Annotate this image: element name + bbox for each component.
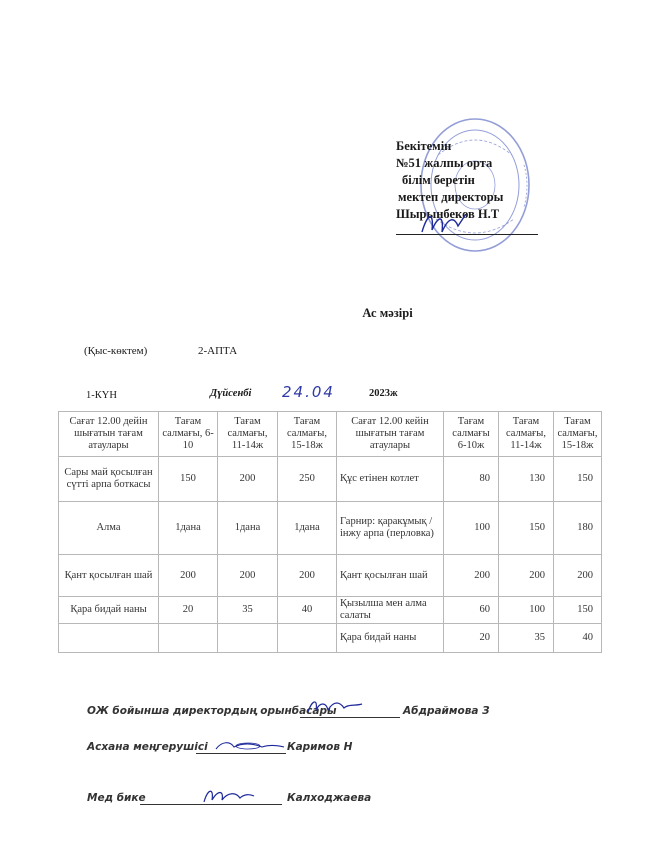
table-cell — [59, 624, 159, 653]
table-cell: 100 — [444, 502, 499, 555]
deputy-name: Абдраймова З — [403, 705, 490, 717]
table-cell: Алма — [59, 502, 159, 555]
table-row — [59, 624, 602, 653]
table-cell: Құс етінен котлет — [337, 457, 444, 502]
column-header: Тағам салмағы, 6-10 — [159, 412, 218, 457]
table-row — [59, 555, 602, 597]
table-cell: Гарнир: қаракұмық / інжу арпа (перловка) — [337, 502, 444, 555]
deputy-signature — [304, 696, 364, 718]
table-row — [59, 457, 602, 502]
table-cell: 150 — [554, 597, 602, 624]
table-cell: 150 — [554, 457, 602, 502]
table-cell: 200 — [444, 555, 499, 597]
canteen-head-signature — [212, 737, 286, 755]
table-cell: Сары май қосылған сүтті арпа боткасы — [59, 457, 159, 502]
approval-line-4: мектеп директоры — [398, 190, 504, 204]
table-cell — [278, 624, 337, 653]
table-cell: 80 — [444, 457, 499, 502]
canteen-head-title: Асхана меңгерушісі — [87, 741, 208, 753]
table-cell: Қант қосылған шай — [59, 555, 159, 597]
nurse-title: Мед бике — [87, 792, 146, 804]
table-cell: 200 — [218, 555, 278, 597]
table-cell: Қара бидай наны — [59, 597, 159, 624]
deputy-title: ОЖ бойынша директордың орынбасары — [87, 705, 337, 717]
approval-line-5: Шырынбеков Н.Т — [396, 207, 500, 221]
page-title: Ас мәзірі — [362, 306, 413, 320]
table-cell: 40 — [278, 597, 337, 624]
table-cell: Қант қосылған шай — [337, 555, 444, 597]
column-header: Тағам салмағы, 11-14ж — [499, 412, 554, 457]
table-cell: 40 — [554, 624, 602, 653]
table-header-row — [59, 412, 602, 457]
table-cell: 200 — [499, 555, 554, 597]
handwritten-date: 24.04 — [282, 383, 335, 401]
column-header: Тағам салмағы, 15-18ж — [554, 412, 602, 457]
column-header: Тағам салмағы, 11-14ж — [218, 412, 278, 457]
table-cell: 250 — [278, 457, 337, 502]
table-cell: 200 — [218, 457, 278, 502]
season-label: (Қыс-көктем) — [84, 345, 148, 357]
approval-line-1: Бекітемін — [396, 139, 452, 153]
table-cell: 130 — [499, 457, 554, 502]
nurse-signature — [200, 784, 256, 806]
table-cell — [159, 624, 218, 653]
approval-line-3: білім беретін — [402, 173, 475, 187]
director-signature — [418, 208, 470, 238]
weekday-label: Дүйсенбі — [210, 388, 252, 399]
week-label: 2-АПТА — [198, 345, 238, 357]
table-row — [59, 502, 602, 555]
table-cell: 200 — [554, 555, 602, 597]
table-cell: Қара бидай наны — [337, 624, 444, 653]
canteen-head-name: Каримов Н — [287, 741, 353, 753]
table-cell: 60 — [444, 597, 499, 624]
day-label: 1-КҮН — [86, 390, 117, 401]
year-label: 2023ж — [369, 388, 398, 399]
table-cell: 200 — [159, 555, 218, 597]
column-header: Тағам салмағы, 15-18ж — [278, 412, 337, 457]
column-header: Тағам салмағы 6-10ж — [444, 412, 499, 457]
table-cell: 20 — [159, 597, 218, 624]
table-cell: Қызылша мен алма салаты — [337, 597, 444, 624]
table-cell: 1дана — [159, 502, 218, 555]
table-row — [59, 597, 602, 624]
menu-table — [58, 411, 602, 653]
table-cell — [218, 624, 278, 653]
nurse-name: Калходжаева — [287, 792, 372, 804]
table-cell: 35 — [499, 624, 554, 653]
approval-line-2: №51 жалпы орта — [396, 156, 493, 170]
table-cell: 1дана — [278, 502, 337, 555]
table-cell: 1дана — [218, 502, 278, 555]
column-header: Сағат 12.00 дейін шығатын тағам атаулары — [59, 412, 159, 457]
table-cell: 20 — [444, 624, 499, 653]
table-cell: 150 — [159, 457, 218, 502]
table-cell: 35 — [218, 597, 278, 624]
table-cell: 180 — [554, 502, 602, 555]
table-cell: 200 — [278, 555, 337, 597]
column-header: Сағат 12.00 кейін шығатын тағам атаулары — [337, 412, 444, 457]
table-cell: 100 — [499, 597, 554, 624]
table-cell: 150 — [499, 502, 554, 555]
